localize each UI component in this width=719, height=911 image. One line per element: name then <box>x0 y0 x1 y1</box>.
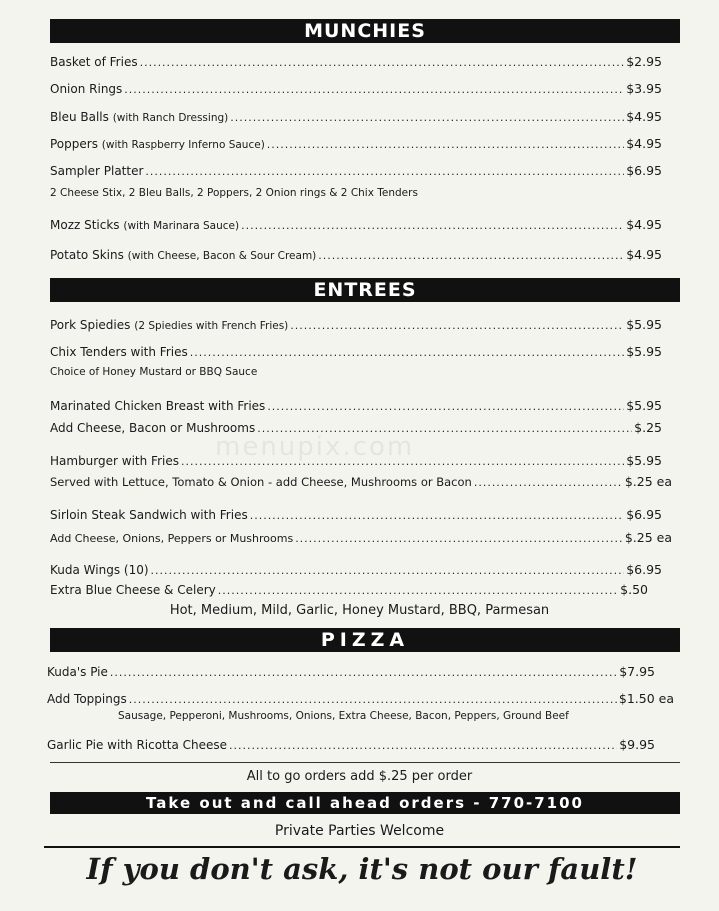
menu-item-fries <box>50 54 662 69</box>
to-go-note: All to go orders add $.25 per order <box>246 769 473 784</box>
menu-item-kudas-pie <box>47 664 655 679</box>
item-name: Pork Spiedies (2 Spiedies with French Fries) <box>50 318 289 332</box>
item-price: $4.95 <box>626 247 662 262</box>
menu-item-chix-tenders <box>50 344 662 359</box>
item-note: (with Ranch Dressing) <box>112 112 229 124</box>
leader-dots <box>129 693 617 706</box>
item-name: Kuda Wings (10) <box>50 563 149 577</box>
leader-dots <box>241 219 624 232</box>
item-price: $4.95 <box>626 136 662 151</box>
section-header-munchies: MUNCHIES <box>50 19 680 43</box>
menu-item-mozz-sticks <box>50 217 662 232</box>
menu-item-garlic-pie <box>47 737 655 752</box>
item-name: Mozz Sticks (with Marinara Sauce) <box>50 218 240 232</box>
menu-item-hamburger <box>50 453 662 468</box>
menu-item-steak-sandwich <box>50 507 662 522</box>
menu-item-wings-addon <box>50 582 648 597</box>
leader-dots <box>318 249 624 262</box>
item-price: $2.95 <box>626 54 662 69</box>
item-name: Extra Blue Cheese & Celery <box>50 583 216 597</box>
section-header-entrees: ENTREES <box>50 278 680 302</box>
item-name: Sirloin Steak Sandwich with Fries <box>50 508 248 522</box>
menu-item-hamburger-addon <box>50 474 672 489</box>
menu-item-poppers <box>50 136 662 151</box>
item-name: Basket of Fries <box>50 55 138 69</box>
item-name: Add Toppings <box>47 692 127 706</box>
item-name: Garlic Pie with Ricotta Cheese <box>47 738 228 752</box>
item-note: (with Marinara Sauce) <box>123 220 240 232</box>
item-note: (with Cheese, Bacon & Sour Cream) <box>127 250 317 262</box>
item-name: Bleu Balls (with Ranch Dressing) <box>50 110 229 124</box>
leader-dots <box>267 138 624 151</box>
leader-dots <box>290 319 624 332</box>
menu-item-pork-spiedies <box>50 317 662 332</box>
item-name: Potato Skins (with Cheese, Bacon & Sour Cream) <box>50 248 317 262</box>
item-price: $4.95 <box>626 217 662 232</box>
item-name: Add Cheese, Onions, Peppers or Mushrooms <box>50 532 294 545</box>
leader-dots <box>110 666 617 679</box>
item-price: $.25 <box>634 420 662 435</box>
item-price: $3.95 <box>626 81 662 96</box>
item-name: Marinated Chicken Breast with Fries <box>50 399 266 413</box>
leader-dots <box>124 83 624 96</box>
leader-dots <box>151 564 625 577</box>
leader-dots <box>267 400 624 413</box>
leader-dots <box>218 584 618 597</box>
item-price: $7.95 <box>619 664 655 679</box>
divider <box>50 762 680 763</box>
leader-dots <box>229 739 617 752</box>
item-name: Onion Rings <box>50 82 123 96</box>
item-name: Hamburger with Fries <box>50 454 179 468</box>
item-name: Sampler Platter <box>50 164 144 178</box>
item-price: $9.95 <box>619 737 655 752</box>
leader-dots <box>190 346 624 359</box>
item-note: (2 Spiedies with French Fries) <box>134 320 289 332</box>
item-price: $.50 <box>620 582 648 597</box>
menu-item-add-toppings <box>47 691 674 706</box>
item-price: $5.95 <box>626 398 662 413</box>
leader-dots <box>257 422 632 435</box>
leader-dots <box>145 165 624 178</box>
item-price: $5.95 <box>626 344 662 359</box>
item-note: (with Raspberry Inferno Sauce) <box>101 139 265 151</box>
takeout-banner: Take out and call ahead orders - 770-7100 <box>50 792 680 814</box>
item-description: 2 Cheese Stix, 2 Bleu Balls, 2 Poppers, 2 Onion rings & 2 Chix Tenders <box>50 187 418 199</box>
item-name: Poppers (with Raspberry Inferno Sauce) <box>50 137 265 151</box>
leader-dots <box>230 111 624 124</box>
menu-item-chicken-addon <box>50 420 662 435</box>
menu-item-potato-skins <box>50 247 662 262</box>
item-price: $4.95 <box>626 109 662 124</box>
item-description: Sausage, Pepperoni, Mushrooms, Onions, Extra Cheese, Bacon, Peppers, Ground Beef <box>118 710 569 722</box>
leader-dots <box>250 509 625 522</box>
item-price: $5.95 <box>626 317 662 332</box>
item-price: $.25 ea <box>624 530 672 545</box>
leader-dots <box>140 56 625 69</box>
item-name: Add Cheese, Bacon or Mushrooms <box>50 421 256 435</box>
item-price: $5.95 <box>626 453 662 468</box>
watermark: menupix.com <box>215 432 415 462</box>
item-description: Choice of Honey Mustard or BBQ Sauce <box>50 366 258 378</box>
leader-dots <box>474 476 623 489</box>
menu-item-steak-addon <box>50 530 672 545</box>
private-parties: Private Parties Welcome <box>274 823 445 839</box>
item-price: $.25 ea <box>624 474 672 489</box>
menu-item-kuda-wings <box>50 562 662 577</box>
section-header-pizza: PIZZA <box>50 628 680 652</box>
item-price: $6.95 <box>626 507 662 522</box>
item-name: Chix Tenders with Fries <box>50 345 188 359</box>
menu-item-chicken-breast <box>50 398 662 413</box>
item-price: $6.95 <box>626 562 662 577</box>
item-name: Kuda's Pie <box>47 665 108 679</box>
slogan: If you don't ask, it's not our fault! <box>44 846 680 886</box>
item-name: Served with Lettuce, Tomato & Onion - add Cheese, Mushrooms or Bacon <box>50 475 472 489</box>
wing-flavors: Hot, Medium, Mild, Garlic, Honey Mustard, BBQ, Parmesan <box>169 603 550 618</box>
menu-item-bleu-balls <box>50 109 662 124</box>
item-price: $1.50 ea <box>618 691 674 706</box>
item-price: $6.95 <box>626 163 662 178</box>
menu-item-onion-rings <box>50 81 662 96</box>
menu-item-sampler <box>50 163 662 178</box>
leader-dots <box>181 455 624 468</box>
leader-dots <box>295 532 623 545</box>
